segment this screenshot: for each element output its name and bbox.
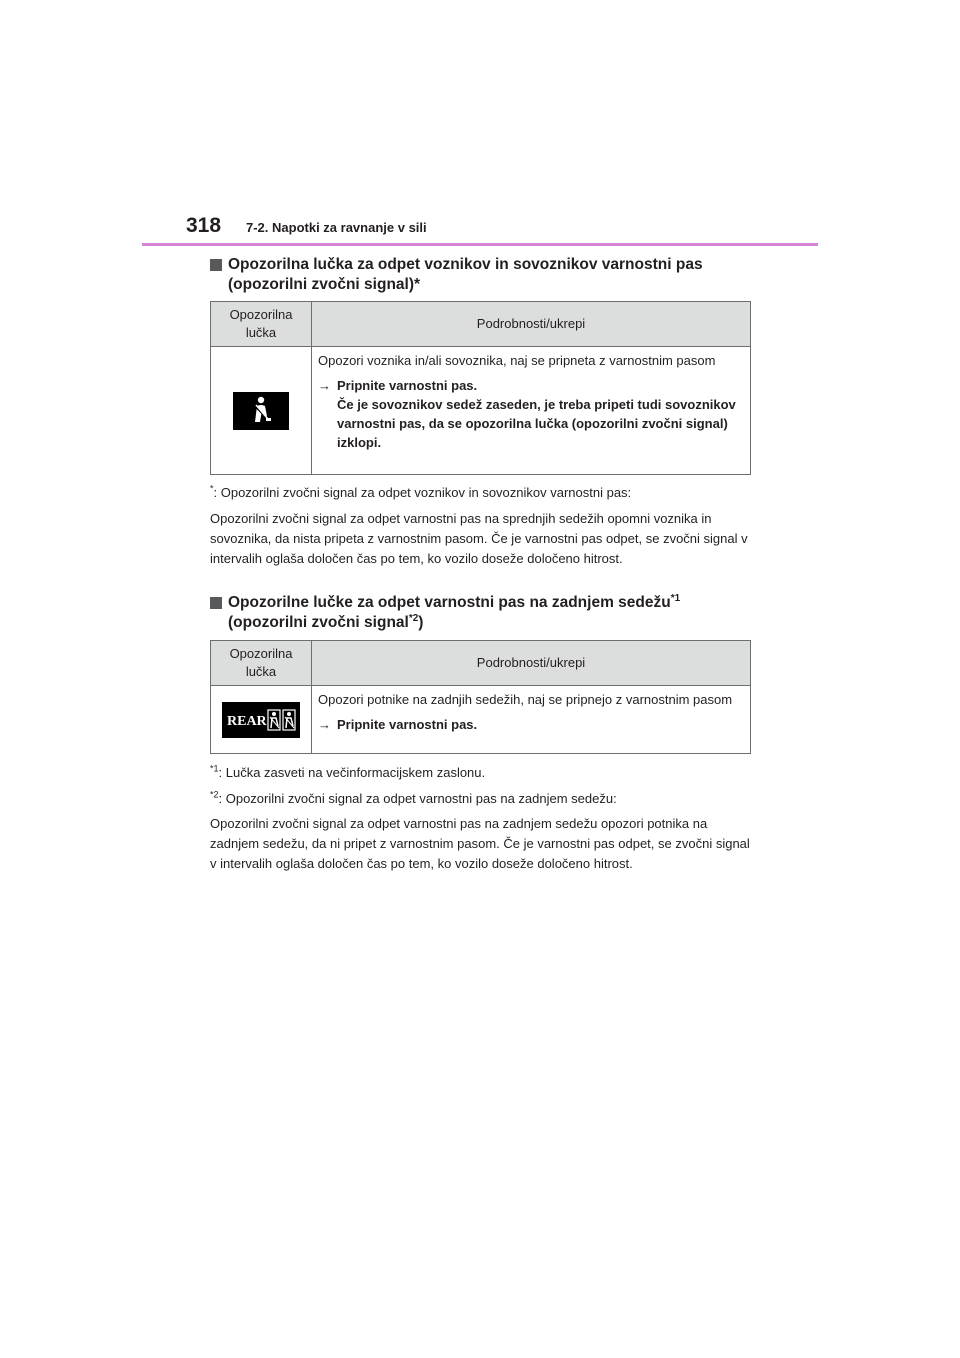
action-text: Pripnite varnostni pas.: [337, 717, 478, 732]
seatbelt-warning-icon: [233, 392, 289, 430]
section1-footnote-body: Opozorilni zvočni signal za odpet varnostni pas na sprednjih sedežih opomni voznika in sovoznika, da nista pripeta z varnostnim pasom. Če je varnostni pas odpet, se zvočni signal v intervalih oglaša določen čas po tem, ko vozilo doseže določeno hitrost.: [210, 511, 748, 566]
rear-icon-label: REAR: [227, 713, 267, 729]
action-detail-text: Če je sovoznikov sedež zaseden, je treba pripeti tudi sovoznikov varnostni pas, da se opozorilna lučka (opozorilni zvočni signal) izklopi.: [337, 397, 736, 450]
section2-heading-text: [210, 593, 770, 633]
section2-heading-part1: Opozorilne lučke za odpet varnostni pas na zadnjem sedežu: [228, 594, 671, 611]
section2-footnote2-body: Opozorilni zvočni signal za odpet varnostni pas na zadnjem sedežu opozori potnika na zadnjem sedežu, da ni pripet z varnostnim pasom. Če je varnostni pas odpet, se zvočni signal v intervalih oglaša določen čas po tem, ko vozilo doseže določeno hitrost.: [210, 816, 750, 871]
page-number: 318: [186, 214, 222, 237]
section2-heading-part3: ): [418, 614, 424, 631]
section1-heading-text: Opozorilna lučka za odpet voznikov in sovoznikov varnostni pas (opozorilni zvočni signal)*: [228, 256, 703, 293]
lamp-cell: [211, 347, 312, 475]
col-header-details: Podrobnosti/ukrepi: [312, 641, 751, 686]
section-title: 7-2. Napotki za ravnanje v sili: [246, 220, 427, 235]
heading-bullet-icon: [210, 597, 222, 609]
col-header-lamp: [211, 641, 312, 686]
header-divider: [142, 243, 818, 246]
footnote-label: : Opozorilni zvočni signal za odpet voznikov in sovoznikov varnostni pas:: [213, 485, 632, 500]
section2-footnote2: [210, 789, 755, 809]
table-row: [211, 686, 751, 754]
table-header-row: [211, 302, 751, 347]
arrow-right-icon: →: [318, 378, 331, 393]
section2-footnote1: [210, 763, 755, 783]
action-text: Pripnite varnostni pas.: [337, 378, 478, 393]
description-text: Opozori voznika in/ali sovoznika, naj se pripneta z varnostnim pasom: [318, 353, 716, 368]
footnote1-mark: *1: [210, 763, 219, 774]
section2-heading-sup2: *2: [408, 612, 419, 624]
col-header-lamp-text: Opozorilna lučka: [229, 646, 293, 679]
col-header-lamp-text: Opozorilna lučka: [229, 307, 293, 340]
details-cell: [312, 686, 751, 754]
col-header-details: Podrobnosti/ukrepi: [312, 302, 751, 347]
section1-heading: [210, 255, 770, 295]
action-block: [318, 376, 742, 452]
footnote1-text: : Lučka zasveti na večinformacijskem zaslonu.: [218, 765, 486, 780]
lamp-cell: [211, 686, 312, 754]
section2-heading-sup1: *1: [670, 592, 681, 604]
footnote-mark: *: [210, 483, 214, 494]
heading-bullet-icon: [210, 259, 222, 271]
rear-seatbelt-warning-icon: [222, 702, 300, 738]
action-block: [318, 715, 742, 734]
table-row: [211, 347, 751, 475]
section1-table: [210, 301, 751, 475]
section2-table: [210, 640, 751, 754]
col-header-lamp: [211, 302, 312, 347]
description-text: Opozori potnike na zadnjih sedežih, naj se pripnejo z varnostnim pasom: [318, 692, 733, 707]
footnote2-text: : Opozorilni zvočni signal za odpet varnostni pas na zadnjem sedežu:: [218, 791, 617, 806]
section1-footnote: [210, 483, 755, 503]
footnote2-mark: *2: [210, 789, 219, 800]
details-cell: [312, 347, 751, 475]
table-header-row: [211, 641, 751, 686]
arrow-right-icon: →: [318, 717, 331, 732]
section2-heading-part2: (opozorilni zvočni signal: [228, 614, 409, 631]
section2-heading: [210, 593, 770, 633]
